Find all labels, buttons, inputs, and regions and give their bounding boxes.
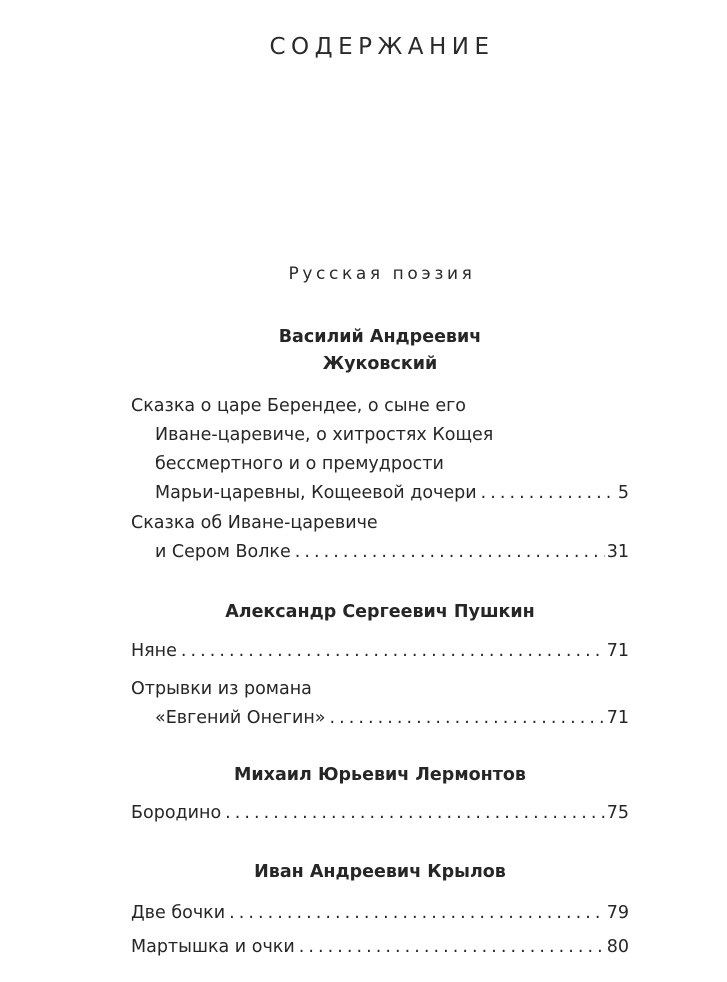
toc-entry[interactable] xyxy=(131,675,629,733)
dot-leader xyxy=(330,704,605,733)
dot-leader xyxy=(295,538,605,567)
entry-title-line: Отрывки из романа xyxy=(131,679,312,699)
entry-leader-line xyxy=(131,538,629,567)
author-heading xyxy=(130,762,630,789)
toc-entry[interactable] xyxy=(131,509,629,567)
entry-title-line: Сказка об Иване-царевиче xyxy=(131,513,378,533)
entry-title-line: Мартышка и очки xyxy=(131,937,295,957)
dot-leader xyxy=(229,899,605,928)
dot-leader xyxy=(299,933,605,962)
page-number: 31 xyxy=(606,542,629,562)
entry-leader-line xyxy=(131,704,629,733)
entry-title-line: «Евгений Онегин» xyxy=(155,708,326,728)
entry-title-line: Две бочки xyxy=(131,903,226,923)
author-name-line: Михаил Юрьевич Лермонтов xyxy=(234,765,526,785)
entry-leader-line xyxy=(131,933,629,962)
entry-leader-line xyxy=(131,899,629,928)
entry-leader-line xyxy=(131,637,629,666)
entry-title-line: и Сером Волке xyxy=(155,542,291,562)
entry-title-line: Иване-царевиче, о хитростях Кощея xyxy=(155,425,494,445)
author-name-line: Василий Андреевич xyxy=(278,327,482,347)
toc-entry[interactable] xyxy=(131,799,629,828)
toc-entry[interactable] xyxy=(131,933,629,962)
entry-title-line: бессмертного и о премудрости xyxy=(155,454,444,474)
page-number: 5 xyxy=(617,483,629,503)
entry-title-line: Бородино xyxy=(131,803,222,823)
toc-entry[interactable] xyxy=(131,637,629,666)
page-number: 79 xyxy=(606,903,629,923)
author-heading xyxy=(130,599,630,626)
entry-title-line: Сказка о царе Берендее, о сыне его xyxy=(131,396,467,416)
author-heading xyxy=(130,859,630,886)
page-number: 80 xyxy=(606,937,629,957)
entry-leader-line xyxy=(131,479,629,508)
entry-leader-line xyxy=(131,799,629,828)
entry-title-line: Марьи-царевны, Кощеевой дочери xyxy=(155,483,477,503)
page-number: 71 xyxy=(606,708,629,728)
toc-entry[interactable] xyxy=(131,899,629,928)
author-name-line: Александр Сергеевич Пушкин xyxy=(225,602,535,622)
dot-leader xyxy=(181,637,605,666)
page-number: 71 xyxy=(606,641,629,661)
page-title: СОДЕРЖАНИЕ xyxy=(269,34,495,60)
entry-title-line: Няне xyxy=(131,641,177,661)
section-heading: Русская поэзия xyxy=(288,264,476,284)
dot-leader xyxy=(481,479,616,508)
dot-leader xyxy=(225,799,605,828)
toc-entry[interactable] xyxy=(131,392,629,508)
author-name-line: Иван Андреевич Крылов xyxy=(254,862,506,882)
page-number: 75 xyxy=(606,803,629,823)
author-name-line: Жуковский xyxy=(322,354,438,374)
author-heading xyxy=(130,324,630,378)
